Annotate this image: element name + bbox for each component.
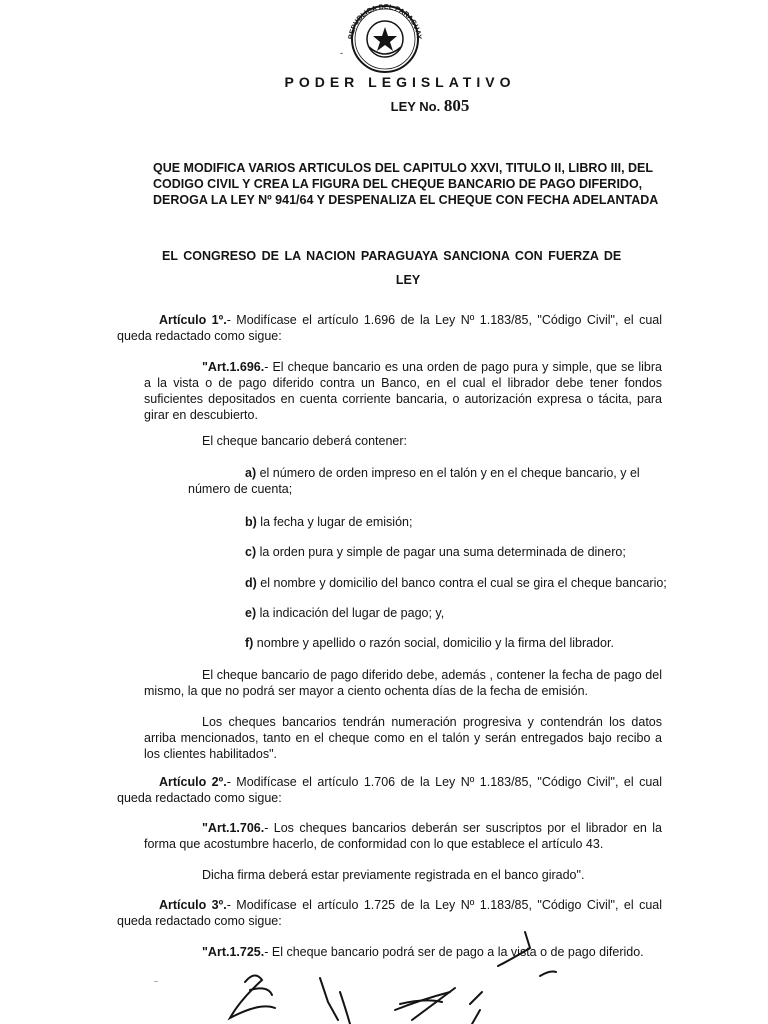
article-3-intro	[117, 897, 662, 929]
law-number-heading	[0, 96, 768, 116]
article-3-label: Artículo 3º.	[159, 898, 227, 912]
numbering-paragraph: Los cheques bancarios tendrán numeración progresiva y contendrán los datos arriba mencionados, tanto en el cheque como en el talón y serán entregados bajo recibo a los clientes habilitados".	[144, 715, 662, 761]
art-1725-label: "Art.1.725.	[202, 945, 265, 959]
art-1725-text: - El cheque bancario podrá ser de pago a la vista o de pago diferido.	[264, 945, 644, 959]
law-prefix: LEY No.	[390, 99, 441, 114]
article-2-intro	[117, 774, 662, 806]
art-1696-text: - El cheque bancario es una orden de pago pura y simple, que se libra a la vista o de pago diferido contra un Banco, en el cual el librador debe tener fondos suficientes depositados en cuenta corriente bancaria, o autorización expresa o tácita, para girar en descubierto.	[144, 360, 662, 422]
art-1696-label: "Art.1.696.	[202, 360, 265, 374]
law-number: 805	[443, 96, 470, 115]
art-1696-paragraph	[144, 359, 662, 423]
mark-dot: -	[340, 48, 343, 58]
deferred-payment-paragraph: El cheque bancario de pago diferido debe, además , contener la fecha de pago del mismo, la que no podrá ser mayor a ciento ochenta días de la fecha de emisión.	[144, 668, 662, 698]
sanction-line-2: LEY	[395, 273, 421, 287]
list-item: e) la indicación del lugar de pago; y,	[245, 606, 445, 620]
sanction-line: EL CONGRESO DE LA NACION PARAGUAYA SANCIONA CON FUERZA DE	[162, 249, 622, 263]
list-item: f) nombre y apellido o razón social, domicilio y la firma del librador.	[245, 636, 614, 650]
article-1-intro	[117, 312, 662, 344]
institution-heading: PODER LEGISLATIVO	[284, 74, 516, 90]
handwritten-signatures	[150, 930, 570, 1024]
art-1706-paragraph	[144, 820, 662, 852]
list-item: a) el número de orden impreso en el talón y en el cheque bancario, y el número de cuenta;	[188, 466, 640, 496]
art-1706-text: - Los cheques bancarios deberán ser suscriptos por el librador en la forma que acostumbre hacerlo, de conformidad con lo que establece el artículo 43.	[144, 821, 662, 851]
law-title: QUE MODIFICA VARIOS ARTICULOS DEL CAPITULO XXVI, TITULO II, LIBRO III, DEL CODIGO CIVIL Y CREA LA FIGURA DEL CHEQUE BANCARIO DE PAGO DIFERIDO, DEROGA LA LEY Nº 941/64 Y DESPENALIZA EL CHEQUE CON FECHA ADELANTADA	[153, 161, 659, 207]
article-2-label: Artículo 2º.	[159, 775, 227, 789]
svg-text:REPUBLICA DEL PARAGUAY: REPUBLICA DEL PARAGUAY	[347, 3, 423, 40]
paraguay-seal-icon	[333, 3, 437, 73]
scribble-mark: ~	[154, 979, 159, 986]
list-item: b) la fecha y lugar de emisión;	[245, 515, 413, 529]
list-item: c) la orden pura y simple de pagar una suma determinada de dinero;	[245, 545, 626, 559]
list-item: d) el nombre y domicilio del banco contra el cual se gira el cheque bancario;	[245, 576, 667, 590]
article-1-label: Artículo 1º.	[159, 313, 227, 327]
article-1-text: - Modifícase el artículo 1.696 de la Ley Nº 1.183/85, "Código Civil", el cual queda redactado como sigue:	[117, 313, 663, 343]
art-1706-label: "Art.1.706.	[202, 821, 265, 835]
contains-line: El cheque bancario deberá contener:	[202, 434, 408, 448]
article-2-text: - Modifícase el artículo 1.706 de la Ley Nº 1.183/85, "Código Civil", el cual queda redactado como sigue:	[117, 775, 663, 805]
signature-note: Dicha firma deberá estar previamente registrada en el banco girado".	[202, 868, 585, 882]
article-3-text: - Modifícase el artículo 1.725 de la Ley Nº 1.183/85, "Código Civil", el cual queda redactado como sigue:	[117, 898, 663, 928]
